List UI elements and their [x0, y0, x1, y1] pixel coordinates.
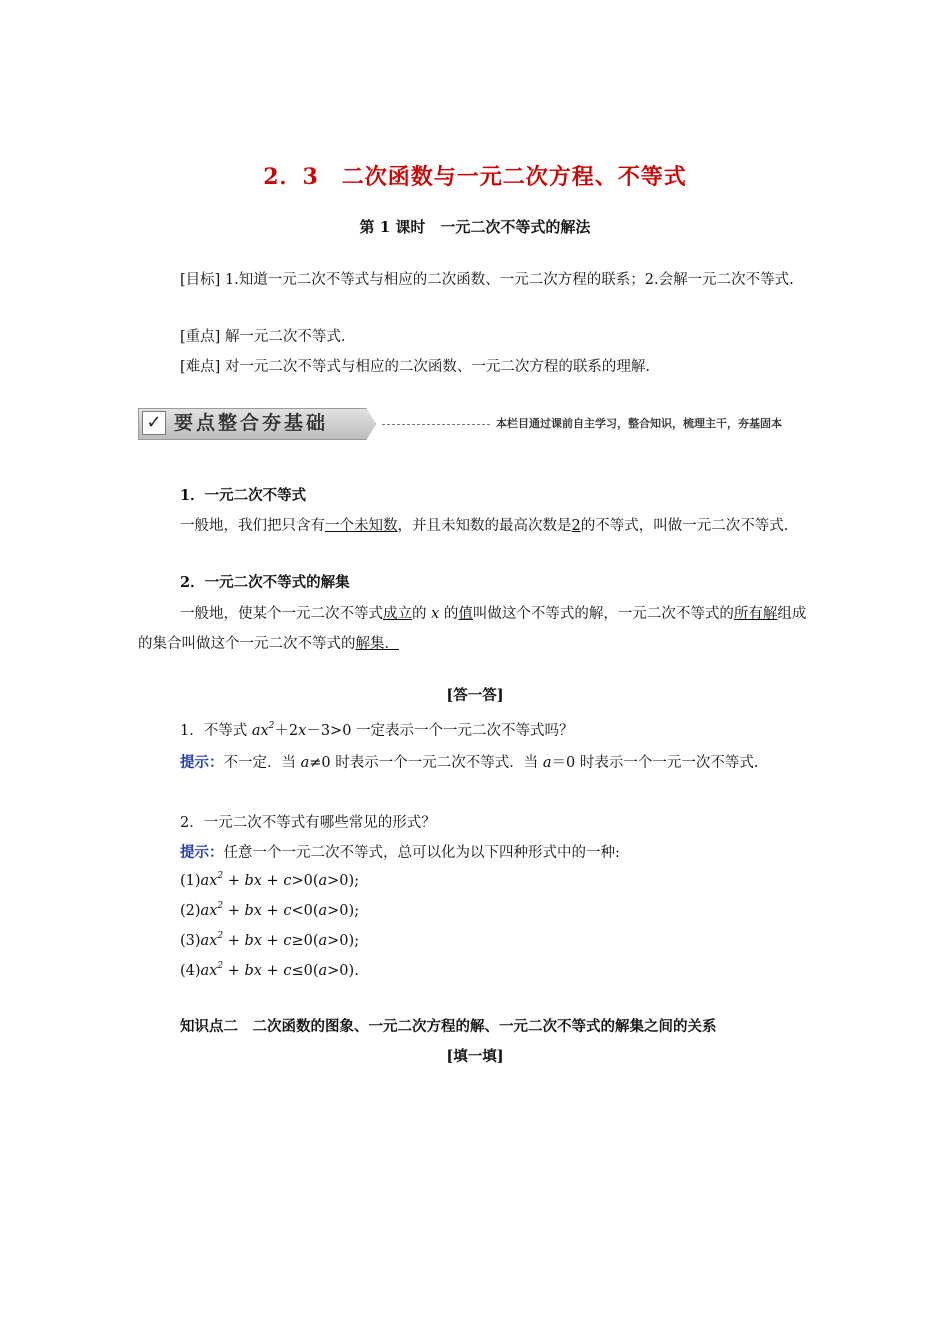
text-run: 的不等式，叫做一元二次不等式.	[580, 518, 789, 534]
text-run: 任意一个一元二次不等式，总可以化为以下四种形式中的一种:	[223, 845, 620, 861]
form-relation: ≥0(	[291, 933, 319, 949]
banner-title: 要点整合夯基础	[174, 412, 329, 434]
form-number: (1)	[180, 873, 201, 889]
text-run: 一般地，我们把只含有	[180, 518, 325, 534]
form-end: >0);	[327, 873, 360, 889]
form-end: >0);	[327, 903, 360, 919]
text-run: ≠0 时表示一个一元二次不等式．当	[309, 755, 543, 771]
underlined-term: 值	[458, 606, 473, 622]
math-ax2: $ax^2$	[251, 721, 275, 739]
section2-heading: 2．一元二次不等式的解集	[180, 574, 350, 591]
math-a: a	[318, 933, 328, 949]
objective-text: 1.知道一元二次不等式与相应的二次函数、一元二次方程的联系；2.会解一元二次不等式.	[224, 272, 794, 288]
form-relation: >0(	[291, 873, 319, 889]
underlined-term: 一个未知数	[325, 518, 398, 534]
answer-2	[180, 838, 620, 868]
math-expr: $ax^2$	[200, 871, 224, 889]
math-x: x	[298, 723, 307, 739]
math-expr: $ax^2$	[200, 961, 224, 979]
objective-tag: [目标]	[180, 272, 221, 288]
underlined-term: 成立	[383, 606, 412, 622]
question-1	[180, 716, 574, 746]
form-2: $(2)ax^2$ + bx + c<0(a>0);	[180, 901, 360, 919]
math-expr: $ax^2$	[200, 931, 224, 949]
difficulty-tag: [难点]	[180, 359, 221, 375]
check-icon: ✓	[142, 411, 166, 435]
banner-note: 本栏目通过课前自主学习，整合知识，梳理主干，夯基固本	[496, 417, 782, 430]
qa-heading: [答一答]	[446, 687, 504, 704]
form-number: (2)	[180, 903, 201, 919]
math-a: a	[318, 903, 328, 919]
knowledge-point-2-heading: 知识点二 二次函数的图象、一元二次方程的解、一元二次不等式的解集之间的关系	[180, 1018, 717, 1035]
math-expr: c	[283, 873, 292, 889]
form-1: $(1)ax^2$ + bx + c>0(a>0);	[180, 871, 360, 889]
difficulty-line	[180, 352, 650, 382]
hint-label: 提示：	[180, 844, 224, 861]
section-banner	[138, 408, 810, 448]
text-run: 叫做这个不等式的解，一元二次不等式的	[472, 606, 734, 622]
page-title: 2．3 二次函数与一元二次方程、不等式	[263, 164, 687, 190]
math-expr: $ax^2$	[200, 901, 224, 919]
underlined-term: 所有解	[733, 606, 778, 622]
math-expr: c	[283, 903, 292, 919]
question-2: 2．一元二次不等式有哪些常见的形式？	[180, 815, 436, 831]
form-number: (4)	[180, 963, 201, 979]
form-end: >0);	[327, 933, 360, 949]
text-run: 一般地，使某个一元二次不等式	[180, 606, 383, 622]
form-4: $(4)ax^2$ + bx + c≤0(a>0).	[180, 961, 359, 979]
math-a: a	[300, 755, 310, 771]
key-point-line	[180, 322, 346, 352]
text-run: 不一定．当	[223, 755, 301, 771]
text-run: 1．不等式	[180, 723, 252, 739]
text-run: 的	[412, 606, 427, 622]
section2-paragraph	[138, 599, 814, 659]
objective-paragraph	[138, 265, 814, 295]
text-run: 的	[443, 606, 459, 622]
form-relation: ≤0(	[291, 963, 319, 979]
math-expr: bx	[244, 873, 262, 889]
text-run: ，并且未知数的最高次数是	[397, 518, 572, 534]
math-expr: bx	[244, 903, 262, 919]
math-expr: bx	[244, 963, 262, 979]
form-3: $(3)ax^2$ + bx + c≥0(a>0);	[180, 931, 360, 949]
answer-1	[138, 748, 814, 778]
text-run: 组成的集合叫做这个一元二次不等式的	[138, 606, 807, 652]
math-expr: c	[283, 933, 292, 949]
key-tag: [重点]	[180, 329, 221, 345]
underlined-term: 2	[571, 518, 581, 534]
math-expr: c	[283, 963, 292, 979]
banner-divider	[382, 424, 490, 425]
text-run: ＝0 时表示一个一元一次不等式.	[551, 755, 759, 771]
lesson-subtitle: 第 1 课时 一元二次不等式的解法	[359, 218, 591, 236]
form-number: (3)	[180, 933, 201, 949]
section1-paragraph	[138, 511, 814, 541]
fill-heading: [填一填]	[446, 1048, 504, 1065]
form-relation: <0(	[291, 903, 319, 919]
math-a: a	[318, 963, 328, 979]
text-run: －3>0 一定表示一个一元二次不等式吗？	[306, 723, 574, 739]
math-expr: bx	[244, 933, 262, 949]
underlined-term: 解集．	[355, 636, 399, 652]
math-a: a	[318, 873, 328, 889]
key-text: 解一元二次不等式.	[224, 329, 346, 345]
form-end: >0).	[327, 963, 359, 979]
difficulty-text: 对一元二次不等式与相应的二次函数、一元二次方程的联系的理解.	[224, 359, 651, 375]
hint-label: 提示：	[180, 754, 224, 771]
math-a: a	[542, 755, 552, 771]
text-run: ＋2	[274, 723, 299, 739]
section1-heading: 1．一元二次不等式	[180, 487, 307, 504]
variable: x	[431, 606, 440, 622]
